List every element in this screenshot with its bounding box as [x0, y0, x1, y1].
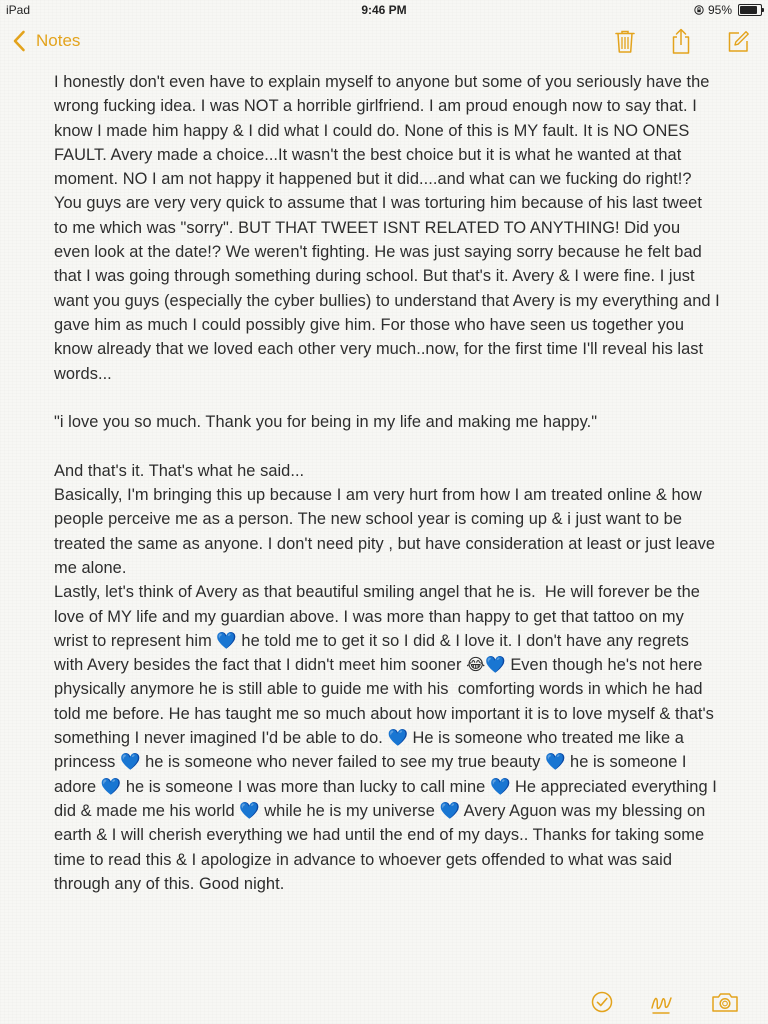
- share-icon[interactable]: [667, 27, 695, 55]
- back-button-label: Notes: [36, 31, 81, 50]
- sketch-icon[interactable]: [647, 988, 677, 1016]
- clock: 9:46 PM: [361, 3, 407, 17]
- navigation-bar: [0, 20, 768, 64]
- bottom-toolbar: [0, 980, 768, 1024]
- back-button[interactable]: [12, 30, 80, 52]
- battery-level: [740, 6, 757, 14]
- device-name: iPad: [6, 3, 31, 17]
- chevron-left-icon: [12, 30, 26, 52]
- status-indicators: [694, 3, 762, 17]
- status-bar: [0, 0, 768, 20]
- compose-icon[interactable]: [724, 27, 752, 55]
- camera-icon[interactable]: [710, 988, 740, 1016]
- battery-icon: [738, 4, 762, 16]
- trash-icon[interactable]: [611, 27, 639, 55]
- rotation-lock-icon: [694, 5, 704, 15]
- battery-percent: 95%: [707, 3, 732, 17]
- note-body-text[interactable]: I honestly don't even have to explain myself to anyone but some of you seriously have the wrong fucking idea. I was NOT a horrible girlfriend. I am proud enough now to say that. I know I made him happy & I did what I could do. None of this is MY fault. It is NO ONES FAULT. Avery made a choice...It wasn't the best choice but it is what he wanted at that moment. NO I am not happy it happened but it did....and what can we fucking do right!? You guys are very very quick to assume that I was torturing him because of his last tweet to me which was "sorry". BUT THAT TWEET ISNT RELATED TO ANYTHING! Did you even look at the date!? We weren't fighting. He was just saying sorry because he felt bad that I was going through something during school. But that's it. Avery & I were fine. I just want you guys (especially the cyber bullies) to understand that Avery is my everything and I gave him as much I could possibly give him. For those who have seen us together you know already that we loved each other very much..now, for the first time I'll reveal his last words... "i love you so much. Thank you for being in my life and making me happy." And that's it. That's what he said... Basically, I'm bringing this up because I am very hurt from how I am treated online & how people perceive me as a person. The new school year is coming up & i just want to be treated the same as anyone. I don't need pity , but have consideration at least or just leave me alone. Lastly, let's think of Avery as that beautiful smiling angel that he is. He will forever be the love of MY life and my guardian above. I was more than happy to get that tattoo on my wrist to represent him 💙 he told me to get it so I did & I love it. I don't have any regrets with Avery besides the fact that I didn't meet him sooner 😂💙 Even though he's not here physically anymore he is still able to guide me with his comforting words in which he had told me before. He has taught me so much about how important it is to love myself & that's something I never imagined I'd be able to do. 💙 He is someone who treated me like a princess 💙 he is someone who never failed to see my true beauty 💙 he is someone I adore 💙 he is someone I was more than lucky to call mine 💙 He appreciated everything I did & made me his world 💙 while he is my universe 💙 Avery Aguon was my blessing on earth & I will cherish everything we had until the end of my days.. Thanks for taking some time to read this & I apologize in advance to whoever gets offended to what was said through any of this. Good night.: [54, 73, 720, 893]
- checklist-icon[interactable]: [587, 988, 617, 1016]
